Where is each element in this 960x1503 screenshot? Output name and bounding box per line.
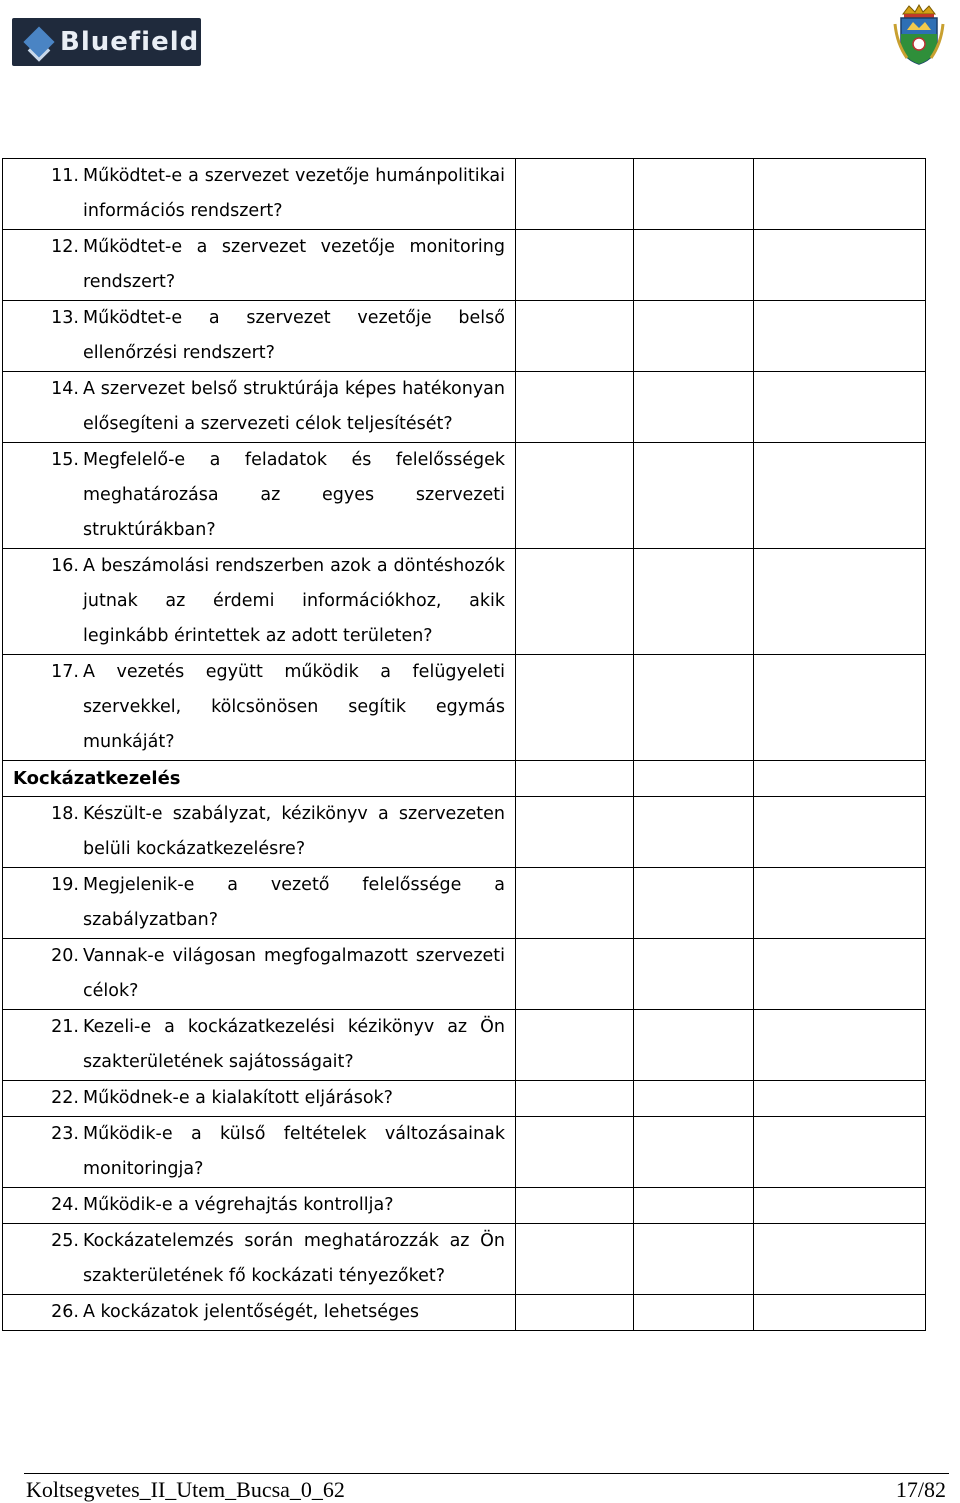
question-text: Működtet-e a szervezet vezetője humánpolitikai információs rendszert? (83, 166, 505, 221)
question-row (3, 443, 926, 549)
question-number: 18. (51, 804, 79, 824)
answer-cell-3[interactable] (754, 655, 926, 761)
question-cell (3, 1010, 516, 1081)
answer-cell-3[interactable] (754, 372, 926, 443)
question-text: A kockázatok jelentőségét, lehetséges (83, 1302, 419, 1322)
answer-cell-1[interactable] (516, 868, 634, 939)
answer-cell-3[interactable] (754, 443, 926, 549)
answer-cell-2[interactable] (634, 1010, 754, 1081)
question-row (3, 1224, 926, 1295)
question-number: 13. (51, 308, 79, 328)
question-item (3, 301, 515, 371)
answer-cell-1[interactable] (516, 549, 634, 655)
answer-cell-3[interactable] (754, 301, 926, 372)
answer-cell-2[interactable] (634, 761, 754, 797)
question-text: Működik-e a végrehajtás kontrollja? (83, 1195, 394, 1215)
answer-cell-1[interactable] (516, 1295, 634, 1331)
question-item (3, 655, 515, 760)
answer-cell-2[interactable] (634, 301, 754, 372)
logo-diamond-icon (23, 26, 54, 57)
question-row (3, 868, 926, 939)
answer-cell-3[interactable] (754, 1081, 926, 1117)
question-number: 23. (51, 1124, 79, 1144)
answer-cell-3[interactable] (754, 1188, 926, 1224)
question-cell (3, 1081, 516, 1117)
question-text: Kockázatelemzés során meghatározzák az Ön szakterületének fő kockázati tényezőket? (83, 1231, 505, 1286)
answer-cell-1[interactable] (516, 939, 634, 1010)
question-item (3, 549, 515, 654)
question-item (3, 868, 515, 938)
answer-cell-1[interactable] (516, 230, 634, 301)
question-text: Megfelelő-e a feladatok és felelősségek meghatározása az egyes szervezeti struktúrákban? (83, 450, 505, 540)
question-number: 17. (51, 662, 79, 682)
question-number: 12. (51, 237, 79, 257)
question-number: 22. (51, 1088, 79, 1108)
question-row (3, 301, 926, 372)
question-number: 15. (51, 450, 79, 470)
logo-text: Bluefield (60, 27, 200, 57)
answer-cell-2[interactable] (634, 549, 754, 655)
question-cell (3, 1188, 516, 1224)
answer-cell-1[interactable] (516, 761, 634, 797)
answer-cell-1[interactable] (516, 1010, 634, 1081)
question-cell (3, 159, 516, 230)
question-cell (3, 868, 516, 939)
question-cell (3, 301, 516, 372)
answer-cell-1[interactable] (516, 443, 634, 549)
question-cell (3, 549, 516, 655)
answer-cell-1[interactable] (516, 159, 634, 230)
question-cell (3, 372, 516, 443)
answer-cell-2[interactable] (634, 655, 754, 761)
question-text: A beszámolási rendszerben azok a döntéshozók jutnak az érdemi információkhoz, akik leginkább érintettek az adott területen? (83, 556, 505, 646)
answer-cell-2[interactable] (634, 939, 754, 1010)
answer-cell-3[interactable] (754, 159, 926, 230)
answer-cell-2[interactable] (634, 1081, 754, 1117)
answer-cell-1[interactable] (516, 1224, 634, 1295)
question-item (3, 1224, 515, 1294)
questionnaire-table (2, 158, 926, 1331)
answer-cell-3[interactable] (754, 868, 926, 939)
question-item (3, 372, 515, 442)
question-number: 11. (51, 166, 79, 186)
answer-cell-1[interactable] (516, 1081, 634, 1117)
bluefield-logo (12, 18, 201, 66)
answer-cell-2[interactable] (634, 1224, 754, 1295)
question-row (3, 797, 926, 868)
answer-cell-2[interactable] (634, 230, 754, 301)
answer-cell-3[interactable] (754, 1010, 926, 1081)
question-text: A vezetés együtt működik a felügyeleti szervekkel, kölcsönösen segítik egymás munkáját? (83, 662, 505, 752)
questionnaire-body (3, 159, 926, 1331)
question-cell (3, 939, 516, 1010)
answer-cell-2[interactable] (634, 1117, 754, 1188)
question-item (3, 1117, 515, 1187)
answer-cell-1[interactable] (516, 655, 634, 761)
question-row (3, 1295, 926, 1331)
question-row (3, 655, 926, 761)
answer-cell-3[interactable] (754, 761, 926, 797)
question-cell (3, 797, 516, 868)
question-item (3, 1295, 515, 1330)
question-item (3, 1010, 515, 1080)
question-row (3, 1081, 926, 1117)
question-item (3, 1188, 515, 1223)
question-row (3, 230, 926, 301)
answer-cell-3[interactable] (754, 549, 926, 655)
footer-filename: Koltsegvetes_II_Utem_Bucsa_0_62 (26, 1477, 345, 1502)
question-text: Működtet-e a szervezet vezetője belső ellenőrzési rendszert? (83, 308, 505, 363)
section-heading: Kockázatkezelés (13, 768, 181, 789)
question-number: 14. (51, 379, 79, 399)
answer-cell-2[interactable] (634, 159, 754, 230)
answer-cell-3[interactable] (754, 230, 926, 301)
question-item (3, 939, 515, 1009)
question-text: Működnek-e a kialakított eljárások? (83, 1088, 393, 1108)
question-text: A szervezet belső struktúrája képes hatékonyan elősegíteni a szervezeti célok teljesítését? (83, 379, 505, 434)
question-cell (3, 1224, 516, 1295)
answer-cell-3[interactable] (754, 1117, 926, 1188)
answer-cell-3[interactable] (754, 939, 926, 1010)
question-item (3, 230, 515, 300)
question-cell (3, 230, 516, 301)
question-cell (3, 761, 516, 797)
question-row (3, 1117, 926, 1188)
answer-cell-3[interactable] (754, 1295, 926, 1331)
answer-cell-3[interactable] (754, 797, 926, 868)
question-item (3, 797, 515, 867)
question-text: Készült-e szabályzat, kézikönyv a szervezeten belüli kockázatkezelésre? (83, 804, 505, 859)
question-number: 21. (51, 1017, 79, 1037)
question-number: 19. (51, 875, 79, 895)
page-header (0, 0, 960, 100)
answer-cell-2[interactable] (634, 372, 754, 443)
question-item (3, 159, 515, 229)
question-row (3, 939, 926, 1010)
question-row (3, 549, 926, 655)
answer-cell-1[interactable] (516, 301, 634, 372)
section-row (3, 761, 926, 797)
question-item (3, 1081, 515, 1116)
answer-cell-1[interactable] (516, 372, 634, 443)
question-row (3, 1010, 926, 1081)
answer-cell-2[interactable] (634, 868, 754, 939)
question-text: Működtet-e a szervezet vezetője monitoring rendszert? (83, 237, 505, 292)
answer-cell-2[interactable] (634, 797, 754, 868)
question-number: 26. (51, 1302, 79, 1322)
answer-cell-1[interactable] (516, 1188, 634, 1224)
question-row (3, 159, 926, 230)
question-text: Kezeli-e a kockázatkezelési kézikönyv az Ön szakterületének sajátosságait? (83, 1017, 505, 1072)
question-row (3, 1188, 926, 1224)
answer-cell-1[interactable] (516, 797, 634, 868)
answer-cell-1[interactable] (516, 1117, 634, 1188)
answer-cell-3[interactable] (754, 1224, 926, 1295)
coat-of-arms-icon (893, 4, 945, 66)
footer-page-number: 17/82 (895, 1477, 946, 1502)
footer-divider (24, 1473, 949, 1474)
question-text: Működik-e a külső feltételek változásainak monitoringja? (83, 1124, 505, 1179)
question-number: 24. (51, 1195, 79, 1215)
question-cell (3, 655, 516, 761)
question-text: Vannak-e világosan megfogalmazott szervezeti célok? (83, 946, 505, 1001)
question-text: Megjelenik-e a vezető felelőssége a szabályzatban? (83, 875, 505, 930)
answer-cell-2[interactable] (634, 1188, 754, 1224)
question-number: 20. (51, 946, 79, 966)
answer-cell-2[interactable] (634, 1295, 754, 1331)
answer-cell-2[interactable] (634, 443, 754, 549)
question-row (3, 372, 926, 443)
question-number: 25. (51, 1231, 79, 1251)
question-number: 16. (51, 556, 79, 576)
question-item (3, 443, 515, 548)
question-cell (3, 1117, 516, 1188)
question-cell (3, 1295, 516, 1331)
question-cell (3, 443, 516, 549)
